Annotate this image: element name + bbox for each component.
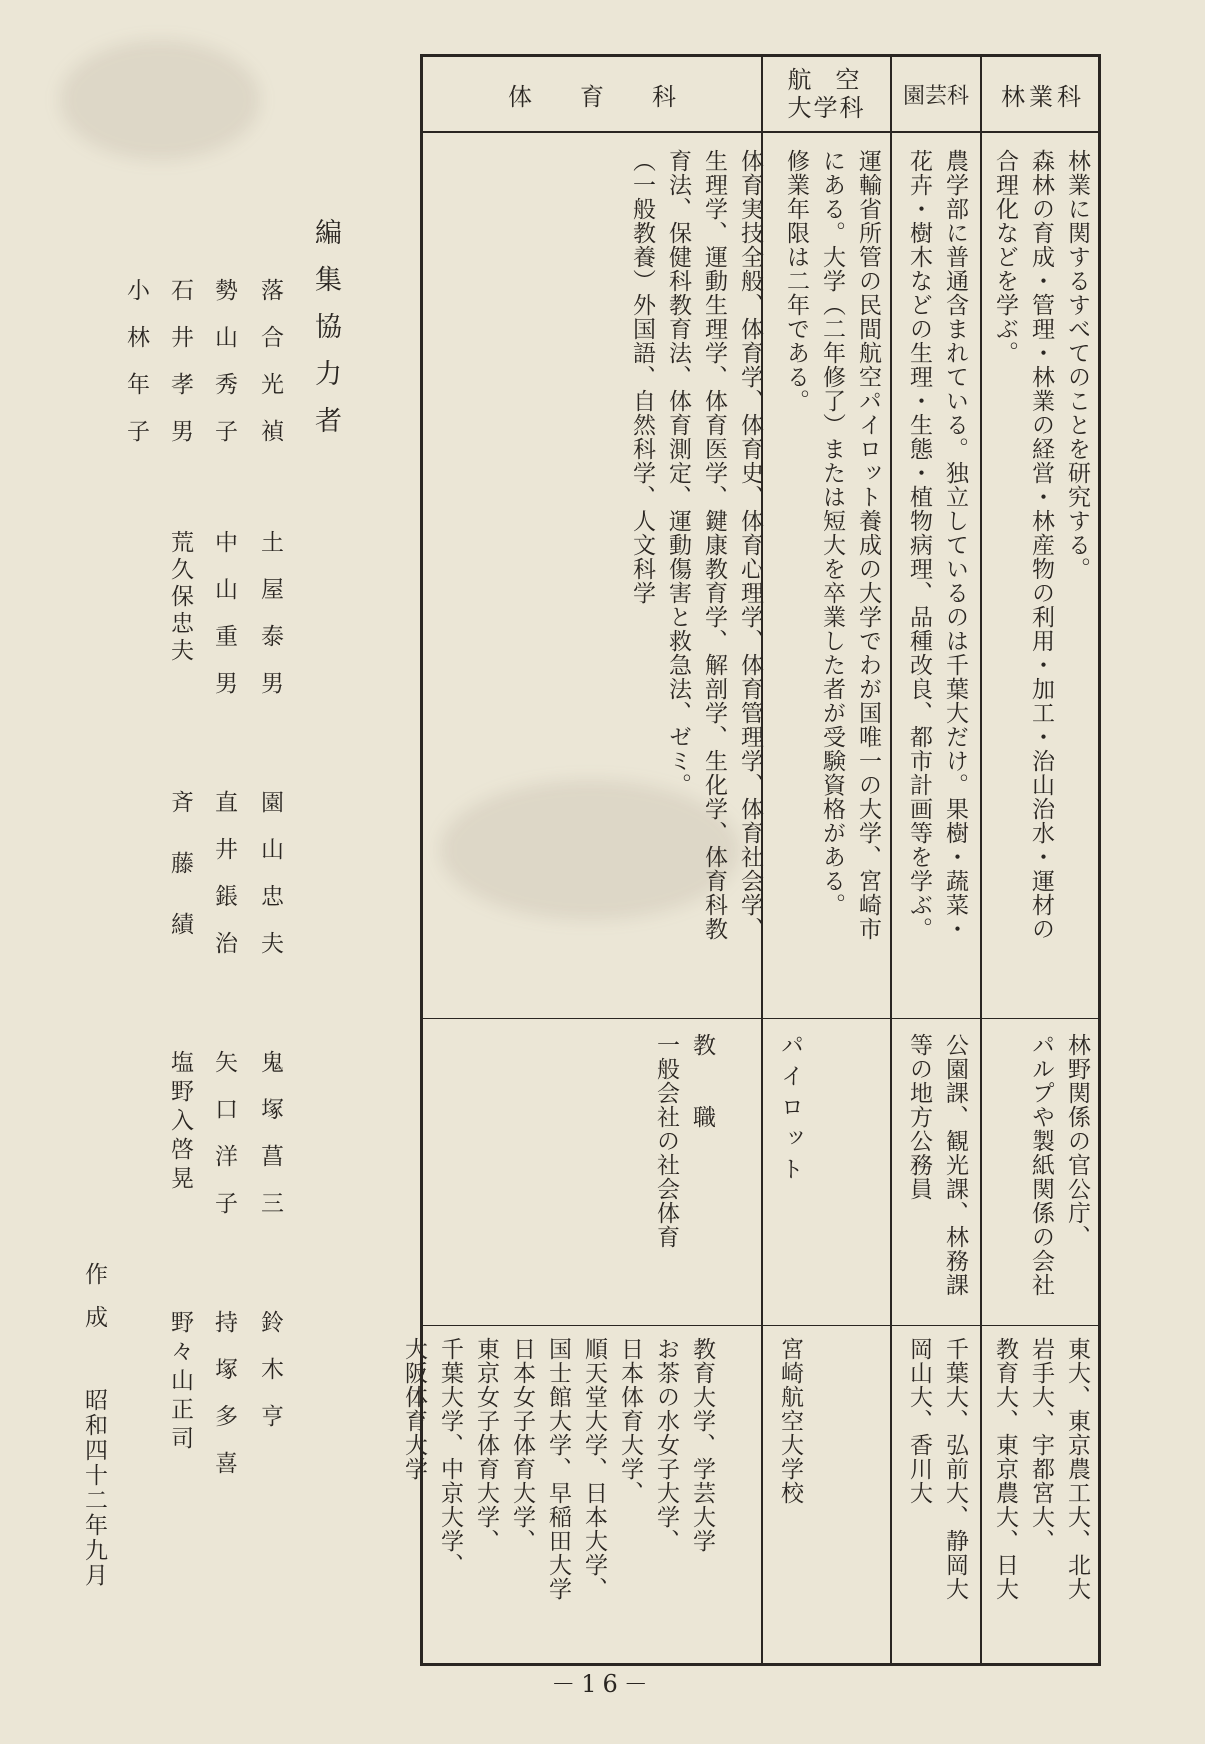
career-forestry: 林野関係の官公庁、 パルプや製紙関係の会社 xyxy=(1028,1033,1090,1297)
creation-date-value: 昭和四十二年九月 xyxy=(81,1388,107,1588)
description-aviation: 運輸省所管の民間航空パイロット養成の大学でわが国唯一の大学、宮崎市 にある。大学（二年修了）または短大を卒業した者が受験資格がある。 修業年限は二年である。 xyxy=(783,149,881,941)
credits-title: 編集協力者 xyxy=(310,218,341,453)
credits-name: 中山重男 xyxy=(211,530,237,718)
career-aviation: パイロット xyxy=(777,1033,803,1188)
header-aviation xyxy=(763,57,890,131)
creation-date xyxy=(78,1262,111,1588)
description-pe: 体育実技全般、体育学、体育史、体育心理学、体育管理学、体育社会学、 生理学、運動生理学、体育医学、鍵康教育学、解剖学、生化学、体育科教 育法、保健科教育法、体育測定、運動傷害と救急法、ゼミ。 （一般教養）外国語、自然科学、人文科学 xyxy=(629,149,763,941)
column-divider xyxy=(980,57,982,1663)
credits-name: 矢口洋子 xyxy=(211,1050,237,1238)
credits-name: 鬼塚菖三 xyxy=(257,1050,283,1238)
page-number: －16－ xyxy=(551,1670,654,1698)
universities-aviation: 宮崎航空大学校 xyxy=(777,1337,803,1505)
header-aviation-line2: 大学科 xyxy=(787,94,866,122)
credits-name: 野々山正司 xyxy=(167,1310,193,1455)
row-divider xyxy=(423,1018,1098,1019)
credits-name: 鈴木亨 xyxy=(257,1310,283,1451)
credits-name: 持塚多喜 xyxy=(211,1310,237,1498)
header-divider xyxy=(423,131,1098,133)
header-horticulture: 園芸科 xyxy=(902,83,969,109)
credits-name: 荒久保忠夫 xyxy=(167,530,193,665)
credits-name: 園山忠夫 xyxy=(257,790,283,978)
credits-name: 小林年子 xyxy=(123,278,149,466)
department-table xyxy=(401,54,1101,1666)
credits-name: 直井鋹治 xyxy=(211,790,237,978)
description-forestry: 林業に関するすべてのことを研究する。 森林の育成・管理・林業の経営・林産物の利用・加工・治山治水・運材の 合理化などを学ぶ。 xyxy=(992,149,1090,941)
credits-name: 勢山秀子 xyxy=(211,278,237,466)
column-divider xyxy=(890,57,892,1663)
credits-name: 落合光禎 xyxy=(257,278,283,466)
row-divider xyxy=(423,1325,1098,1326)
universities-pe: 教育大学、学芸大学 お茶の水女子大学、 日本体育大学、 順天堂大学、日本大学、 国士館大学、早稲田大学 日本女子体育大学、 東京女子体育大学、 千葉大学、中京大学、 大阪体育大学 xyxy=(401,1337,715,1601)
paper-stain xyxy=(60,40,260,160)
career-pe: 教 職 一般会社の社会体育 xyxy=(653,1033,715,1249)
header-pe: 体 育 科 xyxy=(508,82,676,111)
creation-label: 作成 xyxy=(81,1262,107,1348)
header-aviation-line1: 航空 xyxy=(787,66,884,94)
description-horticulture: 農学部に普通含まれている。独立しているのは千葉大だけ。果樹・蔬菜・ 花卉・樹木などの生理・生態・植物病理、品種改良、都市計画等を学ぶ。 xyxy=(906,149,968,941)
credits-name: 土屋泰男 xyxy=(257,530,283,718)
credits-name: 石井孝男 xyxy=(167,278,193,466)
universities-horticulture: 千葉大、弘前大、静岡大 岡山大、香川大 xyxy=(906,1337,968,1601)
universities-forestry: 東大、東京農工大、北大 岩手大、宇都宮大、 教育大、東京農大、日大 xyxy=(992,1337,1090,1601)
header-forestry: 林業科 xyxy=(1001,82,1085,111)
career-horticulture: 公園課、観光課、林務課 等の地方公務員 xyxy=(906,1033,968,1297)
credits-name: 塩野入啓晃 xyxy=(167,1050,193,1195)
credits-name: 斉藤績 xyxy=(167,790,193,973)
